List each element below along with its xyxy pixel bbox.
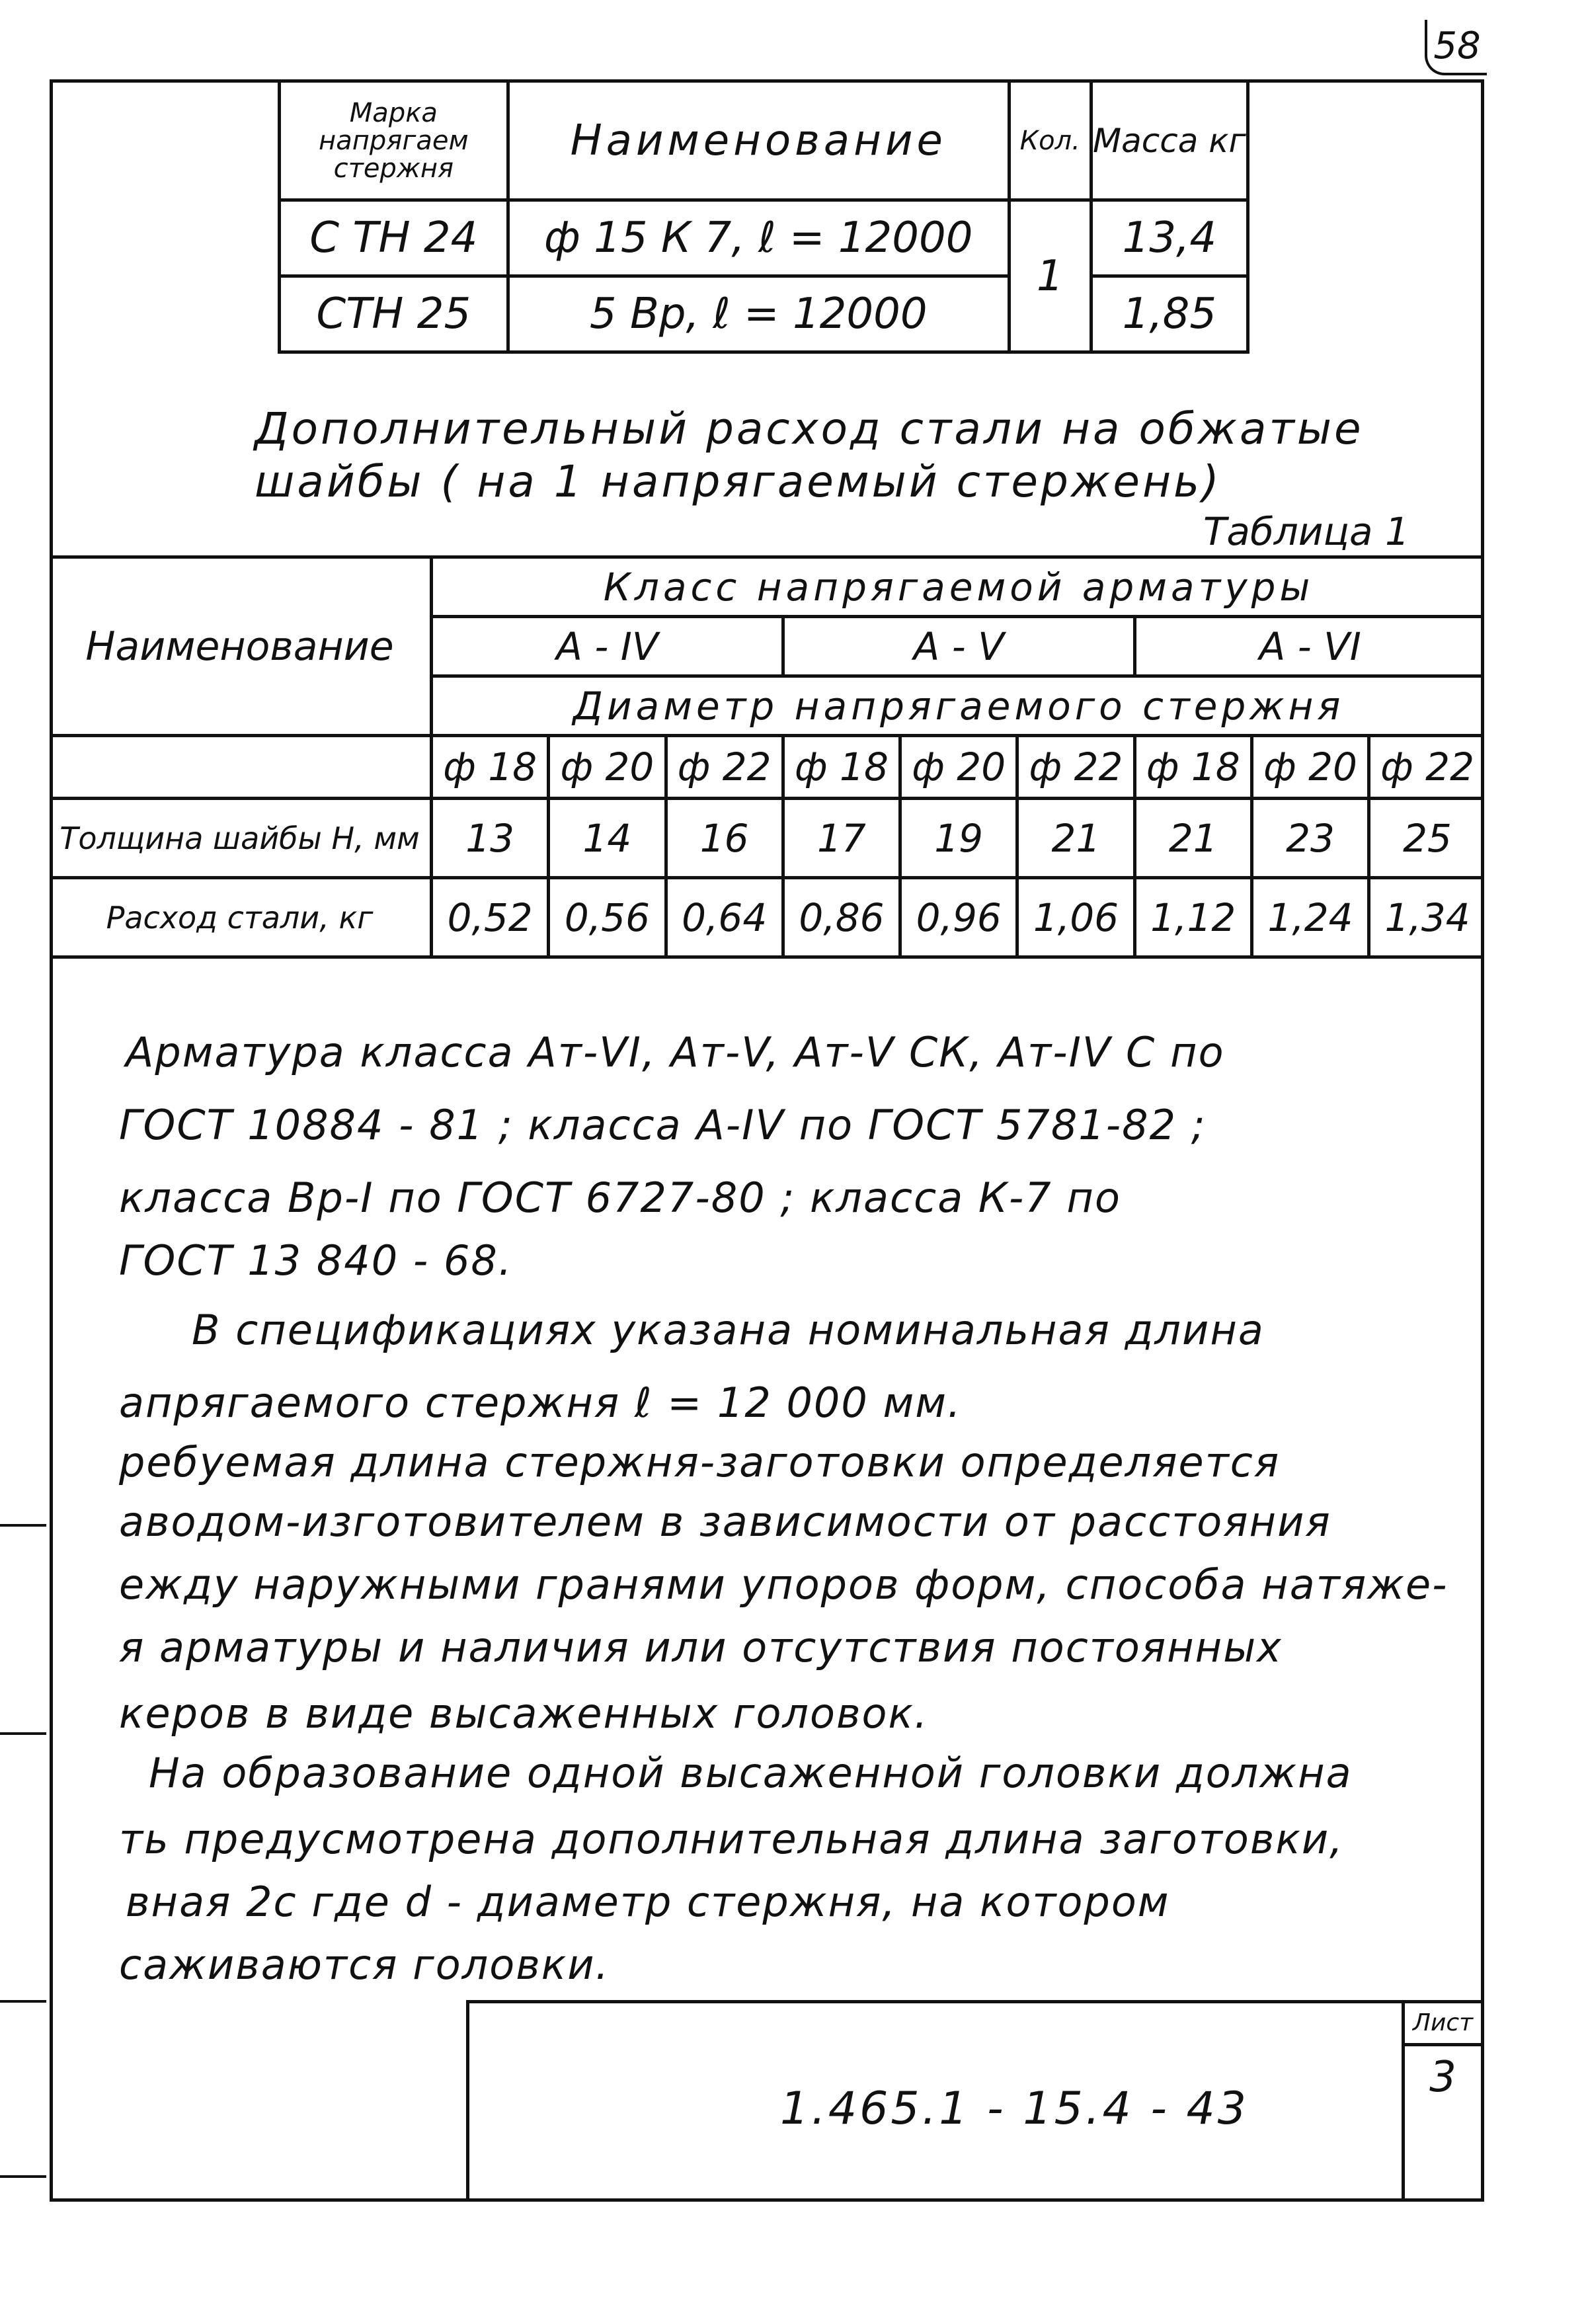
t1-diameter-cell: ф 22 (1017, 736, 1134, 799)
note-line: В спецификациях указана номинальная длина (192, 1306, 1265, 1354)
t1-value-cell: 19 (900, 799, 1017, 878)
spec-header-name: Наименование (508, 81, 1009, 200)
binding-mark (0, 1732, 46, 1735)
section-title-line-2: шайбы ( на 1 напрягаемый стержень) (255, 456, 1222, 507)
t1-value-cell: 1,34 (1369, 878, 1484, 957)
t1-diameter-cell: ф 20 (1251, 736, 1368, 799)
t1-class-a4: А - IV (432, 617, 783, 676)
t1-diameter-cell: ф 18 (432, 736, 549, 799)
sheet-box (1402, 2003, 1481, 2202)
sheet-label: Лист (1405, 2003, 1481, 2046)
spec-name-cell: 5 Вр, ℓ = 12000 (508, 276, 1009, 352)
t1-class-header: Класс напрягаемой арматуры (432, 557, 1485, 617)
t1-value-cell: 1,12 (1134, 878, 1251, 957)
title-block (466, 2000, 1484, 2202)
t1-value-cell: 16 (666, 799, 783, 878)
t1-value-cell: 1,24 (1251, 878, 1368, 957)
t1-class-a5: А - V (783, 617, 1134, 676)
t1-value-cell: 0,64 (666, 878, 783, 957)
note-line: Арматура класса Ат-VI, Ат-V, Ат-V СК, Ат-IV С по (126, 1028, 1225, 1076)
t1-diameter-cell: ф 20 (549, 736, 666, 799)
document-code: 1.465.1 - 15.4 - 43 (780, 2083, 1249, 2135)
t1-value-cell: 21 (1134, 799, 1251, 878)
t1-diameter-cell: ф 18 (783, 736, 900, 799)
t1-class-a6: А - VI (1134, 617, 1484, 676)
note-line: ребуемая длина стержня-заготовки определяется (119, 1438, 1281, 1486)
section-title-line-1: Дополнительный расход стали на обжатые (255, 403, 1364, 454)
t1-value-cell: 14 (549, 799, 666, 878)
spec-qty-cell: 1 (1009, 200, 1091, 352)
spec-header-qty: Кол. (1009, 81, 1091, 200)
t1-value-cell: 17 (783, 799, 900, 878)
t1-empty-cell (50, 736, 432, 799)
t1-value-cell: 0,96 (900, 878, 1017, 957)
note-line: аводом-изготовителем в зависимости от расстояния (119, 1498, 1331, 1546)
spec-mass-cell: 1,85 (1091, 276, 1248, 352)
table-row (50, 878, 1484, 957)
note-line: вная 2с где d - диаметр стержня, на котором (126, 1878, 1170, 1926)
table-row (50, 799, 1484, 878)
note-line: класса Вр-I по ГОСТ 6727-80 ; класса К-7 по (119, 1174, 1121, 1222)
table-label: Таблица 1 (1203, 509, 1409, 554)
t1-value-cell: 23 (1251, 799, 1368, 878)
t1-value-cell: 1,06 (1017, 878, 1134, 957)
t1-value-cell: 0,56 (549, 878, 666, 957)
t1-diameter-cell: ф 20 (900, 736, 1017, 799)
note-line: ежду наружными гранями упоров форм, способа натяже- (119, 1560, 1448, 1609)
spec-mark-cell: СТН 25 (280, 276, 508, 352)
note-line: ГОСТ 13 840 - 68. (119, 1236, 513, 1285)
spec-mark-cell: С ТН 24 (280, 200, 508, 276)
t1-diameter-cell: ф 22 (1369, 736, 1484, 799)
spec-header-mass: Масса кг (1091, 81, 1248, 200)
note-line: керов в виде высаженных головок. (119, 1689, 929, 1738)
t1-diameter-header: Диаметр напрягаемого стержня (432, 676, 1485, 736)
spec-header-mark: Марка напрягаем стержня (280, 81, 508, 200)
binding-mark (0, 2175, 46, 2178)
t1-diameter-row (50, 736, 1484, 799)
page-number: 58 (1425, 20, 1487, 75)
t1-diameter-cell: ф 18 (1134, 736, 1251, 799)
table-row (280, 276, 1248, 352)
spec-table (278, 79, 1249, 354)
sheet-number: 3 (1429, 2053, 1456, 2102)
binding-mark (0, 1524, 46, 1527)
note-line: ГОСТ 10884 - 81 ; класса А-IV по ГОСТ 5781-82 ; (119, 1101, 1207, 1149)
t1-value-cell: 25 (1369, 799, 1484, 878)
note-line: я арматуры и наличия или отсутствия постоянных (119, 1623, 1283, 1671)
spec-header-row (280, 81, 1248, 200)
t1-name-header: Наименование (50, 557, 432, 736)
t1-diameter-cell: ф 22 (666, 736, 783, 799)
binding-mark (0, 2000, 46, 2003)
note-line: апрягаемого стержня ℓ = 12 000 мм. (119, 1379, 962, 1427)
t1-value-cell: 0,52 (432, 878, 549, 957)
table-1 (50, 555, 1484, 959)
t1-row-label: Расход стали, кг (50, 878, 432, 957)
note-line: ть предусмотрена дополнительная длина заготовки, (119, 1815, 1344, 1863)
spec-mass-cell: 13,4 (1091, 200, 1248, 276)
t1-class-header-row (50, 557, 1484, 617)
table-row (280, 200, 1248, 276)
t1-value-cell: 21 (1017, 799, 1134, 878)
t1-row-label: Толщина шайбы Н, мм (50, 799, 432, 878)
note-line: На образование одной высаженной головки должна (149, 1749, 1353, 1797)
t1-value-cell: 13 (432, 799, 549, 878)
t1-value-cell: 0,86 (783, 878, 900, 957)
note-line: саживаются головки. (119, 1941, 610, 1989)
spec-name-cell: ф 15 К 7, ℓ = 12000 (508, 200, 1009, 276)
